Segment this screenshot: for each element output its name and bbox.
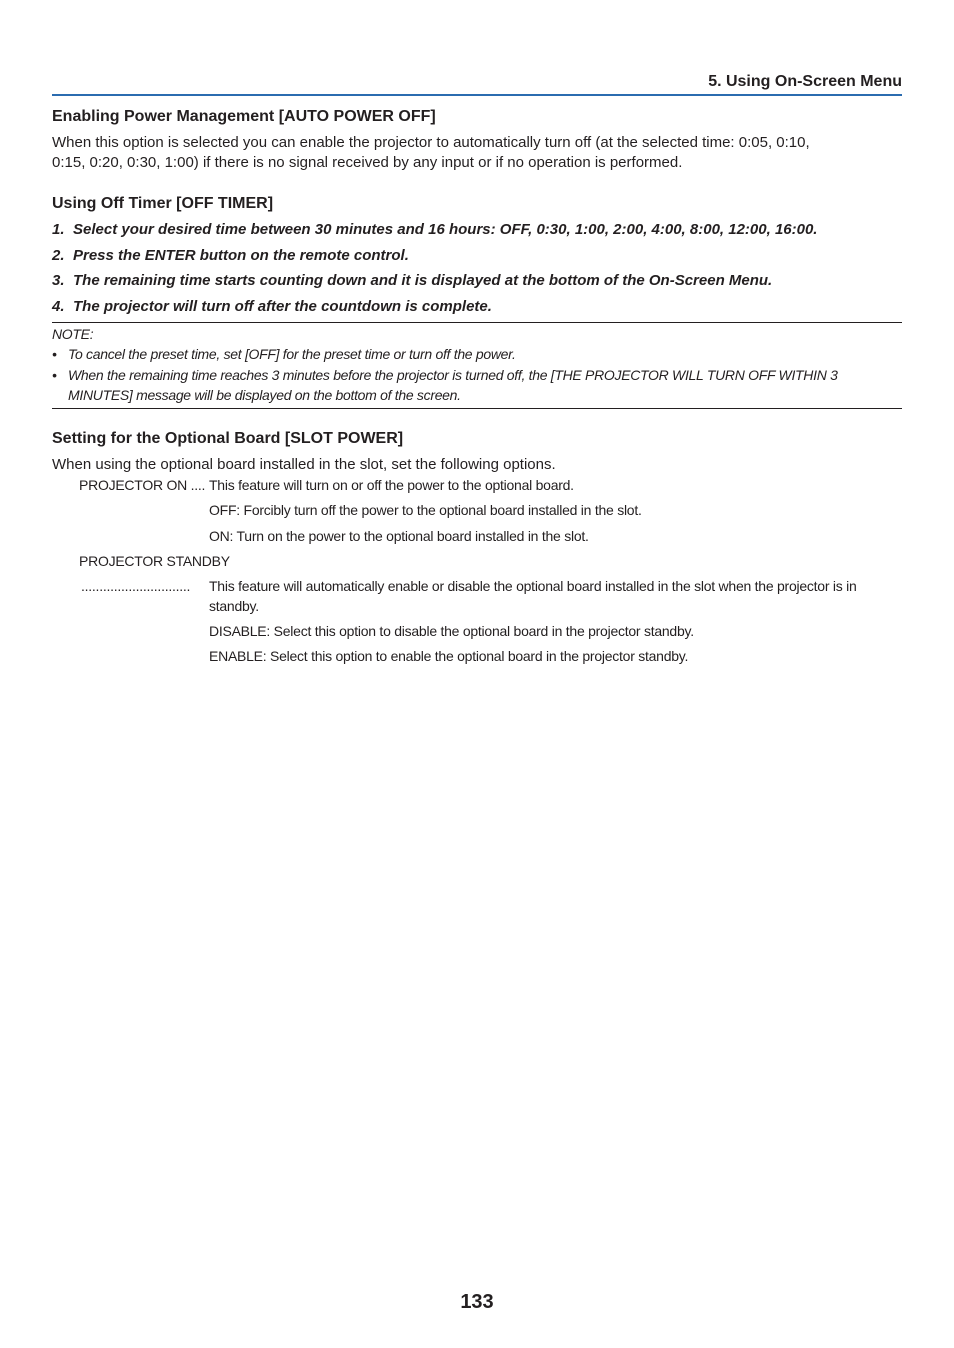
projector-standby-disable-option: DISABLE: Select this option to disable the optional board in the projector standby. — [209, 623, 694, 639]
projector-on-desc: This feature will turn on or off the power to the optional board. — [209, 477, 574, 493]
projector-on-on-option: ON: Turn on the power to the optional board installed in the slot. — [209, 528, 589, 544]
step-1 — [52, 220, 902, 246]
note-item — [52, 365, 902, 406]
step-text: The projector will turn off after the countdown is complete. — [73, 298, 492, 316]
projector-standby-label: PROJECTOR STANDBY — [79, 553, 230, 569]
auto-power-off-body — [52, 133, 902, 173]
auto-power-off-heading: Enabling Power Management [AUTO POWER OFF] — [52, 108, 436, 125]
step-number: 1. — [52, 221, 65, 238]
bullet-icon: • — [52, 346, 57, 363]
step-3 — [52, 271, 902, 297]
off-timer-steps — [52, 220, 902, 323]
projector-standby-leader: .............................. — [81, 578, 191, 594]
step-text: Select your desired time between 30 minutes and 16 hours: OFF, 0:30, 1:00, 2:00, 4:00, 8:00, 12:00, 16:00. — [73, 221, 818, 238]
auto-power-off-body-line2: 0:15, 0:20, 0:30, 1:00) if there is no signal received by any input or if no operation is performed. — [52, 154, 683, 171]
step-number: 2. — [52, 246, 65, 264]
step-number: 3. — [52, 272, 65, 290]
step-4 — [52, 297, 902, 323]
note-item-text: When the remaining time reaches 3 minutes before the projector is turned off, the [THE PROJECTOR WILL TURN OFF WITHIN 3 MINUTES] message will be displayed on the bottom of the screen. — [68, 366, 838, 403]
slot-power-intro: When using the optional board installed in the slot, set the following options. — [52, 456, 556, 473]
note-box — [52, 322, 902, 409]
step-text: The remaining time starts counting down and it is displayed at the bottom of the On-Screen Menu. — [73, 272, 773, 290]
auto-power-off-body-line1: When this option is selected you can enable the projector to automatically turn off (at the selected time: 0:05, 0:10, — [52, 134, 810, 151]
projector-standby-enable-option: ENABLE: Select this option to enable the optional board in the projector standby. — [209, 648, 689, 664]
page-header — [52, 72, 902, 96]
projector-standby-desc: This feature will automatically enable or disable the optional board installed in the slot when the projector is in standby. — [209, 578, 857, 614]
slot-power-heading: Setting for the Optional Board [SLOT POWER] — [52, 430, 404, 447]
step-number: 4. — [52, 298, 65, 316]
note-item-text: To cancel the preset time, set [OFF] for the preset time or turn off the power. — [68, 346, 516, 363]
off-timer-heading: Using Off Timer [OFF TIMER] — [52, 195, 274, 212]
projector-on-off-option: OFF: Forcibly turn off the power to the optional board installed in the slot. — [209, 502, 642, 518]
note-item — [52, 344, 902, 364]
step-text: Press the ENTER button on the remote control. — [73, 246, 409, 264]
step-2 — [52, 246, 902, 272]
projector-on-label: PROJECTOR ON .... — [79, 477, 206, 493]
chapter-title: 5. Using On-Screen Menu — [708, 73, 902, 90]
bullet-icon: • — [52, 366, 57, 383]
page-number: 133 — [460, 1291, 494, 1313]
note-label: NOTE: — [52, 326, 94, 342]
